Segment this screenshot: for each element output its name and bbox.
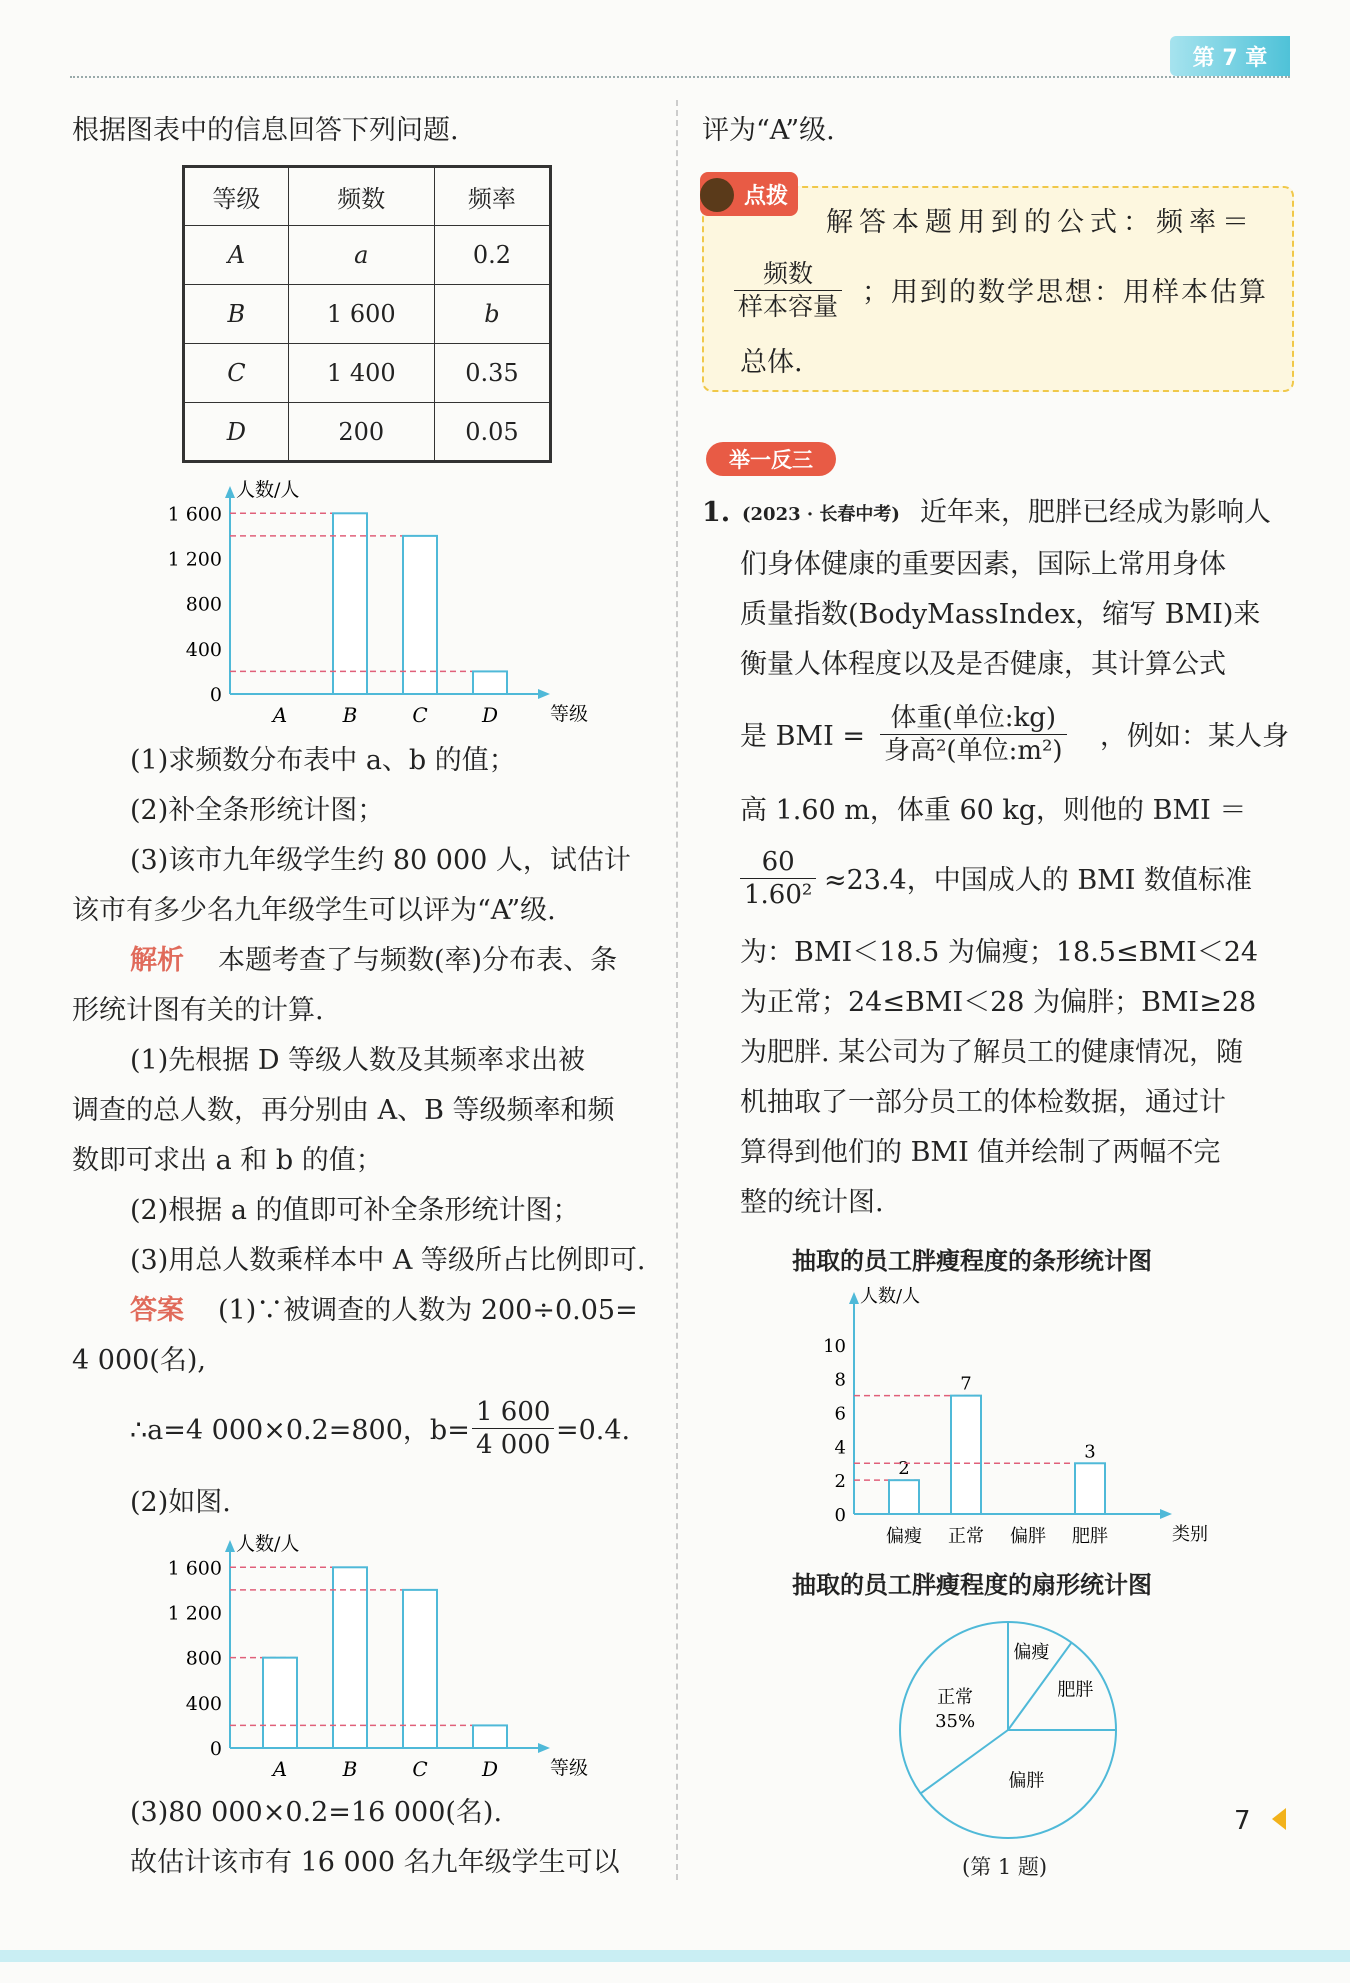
- tip-line-3: 总体.: [740, 347, 803, 378]
- bar: [473, 671, 507, 694]
- bmi-bar-chart: [820, 1284, 1208, 1554]
- answer-fraction: [472, 1396, 554, 1461]
- x-axis-arrow: [1160, 1509, 1172, 1519]
- pie-slice-label: 正常: [937, 1687, 974, 1709]
- y-tick-label: 0: [834, 1505, 846, 1526]
- data-label: 7: [960, 1373, 972, 1395]
- x-axis-arrow: [538, 689, 550, 699]
- table-cell: b: [434, 285, 550, 344]
- table-row: [184, 403, 551, 462]
- fraction-numerator: 1 600: [472, 1396, 554, 1429]
- problem-line-4: 衡量人体程度以及是否健康，其计算公式: [740, 649, 1226, 680]
- y-tick-label: 400: [185, 638, 222, 661]
- bar: [333, 513, 367, 694]
- fraction-numerator: 体重(单位:kg): [880, 702, 1067, 735]
- problem-number: 1.: [702, 497, 731, 528]
- analysis-line-1: 本题考查了与频数(率)分布表、条: [218, 945, 618, 976]
- table-header: 等级: [184, 167, 289, 226]
- table-row: [184, 344, 551, 403]
- answer-label: 答案: [130, 1295, 184, 1326]
- y-axis-arrow: [225, 1540, 235, 1552]
- table-header: 频数: [288, 167, 434, 226]
- problem-line-6: 高 1.60 m，体重 60 kg，则他的 BMI ＝: [740, 795, 1247, 826]
- analysis-line-5: 数即可求出 a 和 b 的值；: [72, 1145, 383, 1176]
- x-axis-label: 类别: [1172, 1524, 1208, 1545]
- bmi-formula-fraction: [880, 702, 1067, 767]
- y-tick-label: 4: [834, 1437, 846, 1459]
- page-number: 7: [1234, 1806, 1251, 1836]
- x-category-label: A: [272, 1757, 288, 1781]
- problem-line-13: 整的统计图.: [740, 1187, 884, 1218]
- bar: [889, 1480, 919, 1514]
- tip-badge: 点拨: [700, 172, 798, 216]
- tip-fraction: [734, 258, 842, 323]
- problem-line-2: 们身体健康的重要因素，国际上常用身体: [740, 549, 1226, 580]
- x-axis-arrow: [538, 1743, 550, 1753]
- fraction-denominator: 身高²(单位:m²): [884, 736, 1063, 766]
- y-tick-label: 800: [185, 593, 222, 616]
- answer-line-1: (1)∵被调查的人数为 200÷0.05=: [218, 1295, 638, 1326]
- y-axis-label: 人数/人: [860, 1286, 921, 1307]
- bar: [1075, 1463, 1105, 1514]
- pie-chart-title: 抽取的员工胖瘦程度的扇形统计图: [792, 1571, 1152, 1599]
- practice-badge: 举一反三: [706, 442, 836, 476]
- table-cell: 200: [288, 403, 434, 462]
- question-2: (2)补全条形统计图；: [130, 795, 385, 826]
- tip-line-2: ；用到的数学思想：用样本估算: [862, 277, 1268, 308]
- problem-line-7b: ≈23.4，中国成人的 BMI 数值标准: [824, 865, 1253, 896]
- x-axis-label: 等级: [550, 1757, 589, 1779]
- problem-line-1: 近年来，肥胖已经成为影响人: [920, 497, 1271, 528]
- fraction-numerator: 60: [740, 846, 816, 879]
- data-label: 3: [1084, 1441, 1096, 1463]
- x-axis-label: 等级: [550, 703, 589, 725]
- chapter-tab: 第 7 章: [1170, 36, 1290, 76]
- problem-line-9: 为正常；24≤BMI＜28 为偏胖；BMI≥28: [740, 987, 1257, 1018]
- bar: [403, 1590, 437, 1748]
- x-category-label: C: [412, 1757, 428, 1781]
- bar: [951, 1396, 981, 1514]
- answer-line-2: 4 000(名),: [72, 1345, 206, 1376]
- question-1: (1)求频数分布表中 a、b 的值；: [130, 745, 516, 776]
- analysis-line-6: (2)根据 a 的值即可补全条形统计图；: [130, 1195, 580, 1226]
- pie-slice-boundary: [921, 1730, 1008, 1793]
- x-category-label: 肥胖: [1072, 1526, 1108, 1547]
- question-3-line-1: (3)该市九年级学生约 80 000 人，试估计: [130, 845, 631, 876]
- analysis-line-3: (1)先根据 D 等级人数及其频率求出被: [130, 1045, 586, 1076]
- bar-chart-title: 抽取的员工胖瘦程度的条形统计图: [792, 1247, 1152, 1275]
- x-category-label: D: [481, 1757, 499, 1781]
- figure-caption: (第 1 题): [962, 1855, 1048, 1879]
- bmi-pie-chart: [880, 1612, 1140, 1852]
- table-cell: 0.05: [434, 403, 550, 462]
- column-divider: [676, 100, 678, 1880]
- y-tick-label: 800: [185, 1647, 222, 1670]
- problem-line-3: 质量指数(BodyMassIndex，缩写 BMI)来: [740, 599, 1261, 630]
- y-tick-label: 1 600: [167, 503, 222, 526]
- table-cell: A: [184, 226, 289, 285]
- y-tick-label: 0: [209, 684, 222, 706]
- x-category-label: B: [342, 703, 358, 727]
- analysis-label: 解析: [130, 945, 184, 976]
- x-category-label: D: [481, 703, 499, 727]
- fraction-numerator: 频数: [734, 258, 842, 291]
- mascot-icon: [700, 178, 734, 212]
- pie-value-label: 35%: [935, 1711, 976, 1733]
- bar: [263, 1658, 297, 1748]
- grade-bar-chart-incomplete: [150, 478, 589, 728]
- bmi-example-fraction: [740, 846, 816, 911]
- y-tick-label: 6: [834, 1403, 846, 1425]
- problem-source: (2023 · 长春中考): [742, 504, 900, 525]
- data-label: 2: [898, 1458, 910, 1480]
- problem-line-8: 为：BMI＜18.5 为偏瘦；18.5≤BMI＜24: [740, 937, 1259, 968]
- x-category-label: 正常: [948, 1526, 984, 1547]
- header-rule: [70, 76, 1290, 78]
- bottom-band: [0, 1950, 1350, 1962]
- table-cell: a: [288, 226, 434, 285]
- frequency-table: [182, 165, 552, 463]
- problem-line-11: 机抽取了一部分员工的体检数据，通过计: [740, 1087, 1226, 1118]
- tip-line-1: 解答本题用到的公式：频率＝: [826, 207, 1255, 238]
- y-axis-label: 人数/人: [236, 1533, 300, 1555]
- pie-slice-label: 偏瘦: [1013, 1642, 1050, 1664]
- y-tick-label: 1 200: [167, 1602, 222, 1625]
- y-tick-label: 400: [185, 1692, 222, 1715]
- intro-text: 根据图表中的信息回答下列问题.: [72, 115, 459, 146]
- answer-line-3a: ∴a=4 000×0.2=800，b=: [130, 1415, 470, 1446]
- x-category-label: C: [412, 703, 428, 727]
- table-row: [184, 226, 551, 285]
- continued-text: 评为“A”级.: [702, 115, 835, 146]
- table-cell: B: [184, 285, 289, 344]
- grade-bar-chart-completed: [150, 1532, 589, 1782]
- problem-line-10: 为肥胖. 某公司为了解员工的健康情况，随: [740, 1037, 1244, 1068]
- table-cell: 1 400: [288, 344, 434, 403]
- fraction-denominator: 1.60²: [744, 880, 813, 910]
- x-category-label: B: [342, 1757, 358, 1781]
- x-category-label: A: [272, 703, 288, 727]
- page-arrow-icon: [1272, 1808, 1286, 1830]
- y-tick-label: 1 200: [167, 548, 222, 571]
- analysis-line-4: 调查的总人数，再分别由 A、B 等级频率和频: [72, 1095, 615, 1126]
- answer-line-6: 故估计该市有 16 000 名九年级学生可以: [130, 1847, 620, 1878]
- y-tick-label: 0: [209, 1738, 222, 1760]
- problem-line-12: 算得到他们的 BMI 值并绘制了两幅不完: [740, 1137, 1221, 1168]
- y-tick-label: 8: [834, 1369, 846, 1391]
- answer-line-5: (3)80 000×0.2=16 000(名).: [130, 1797, 503, 1828]
- answer-line-4: (2)如图.: [130, 1487, 231, 1518]
- table-cell: 0.2: [434, 226, 550, 285]
- analysis-line-7: (3)用总人数乘样本中 A 等级所占比例即可.: [130, 1245, 646, 1276]
- y-tick-label: 10: [823, 1335, 846, 1357]
- pie-slice-label: 偏胖: [1008, 1770, 1045, 1792]
- fraction-denominator: 样本容量: [738, 292, 839, 321]
- table-header: 频率: [434, 167, 550, 226]
- question-3-line-2: 该市有多少名九年级学生可以评为“A”级.: [72, 895, 556, 926]
- answer-line-3b: =0.4.: [556, 1415, 631, 1446]
- bar: [333, 1567, 367, 1748]
- table-cell: 0.35: [434, 344, 550, 403]
- table-cell: D: [184, 403, 289, 462]
- y-tick-label: 1 600: [167, 1557, 222, 1580]
- table-row: [184, 285, 551, 344]
- bar: [473, 1725, 507, 1748]
- analysis-line-2: 形统计图有关的计算.: [72, 995, 324, 1026]
- problem-line-5a: 是 BMI =: [740, 721, 865, 752]
- x-category-label: 偏瘦: [886, 1526, 922, 1547]
- y-axis-arrow: [849, 1292, 859, 1304]
- table-header-row: [184, 167, 551, 226]
- table-cell: 1 600: [288, 285, 434, 344]
- y-tick-label: 2: [834, 1471, 846, 1493]
- x-category-label: 偏胖: [1010, 1526, 1046, 1547]
- y-axis-label: 人数/人: [236, 479, 300, 501]
- problem-line-5b: ，例如：某人身: [1100, 721, 1289, 752]
- y-axis-arrow: [225, 486, 235, 498]
- bar: [403, 536, 437, 694]
- table-cell: C: [184, 344, 289, 403]
- pie-slice-label: 肥胖: [1057, 1679, 1094, 1701]
- fraction-denominator: 4 000: [476, 1430, 551, 1460]
